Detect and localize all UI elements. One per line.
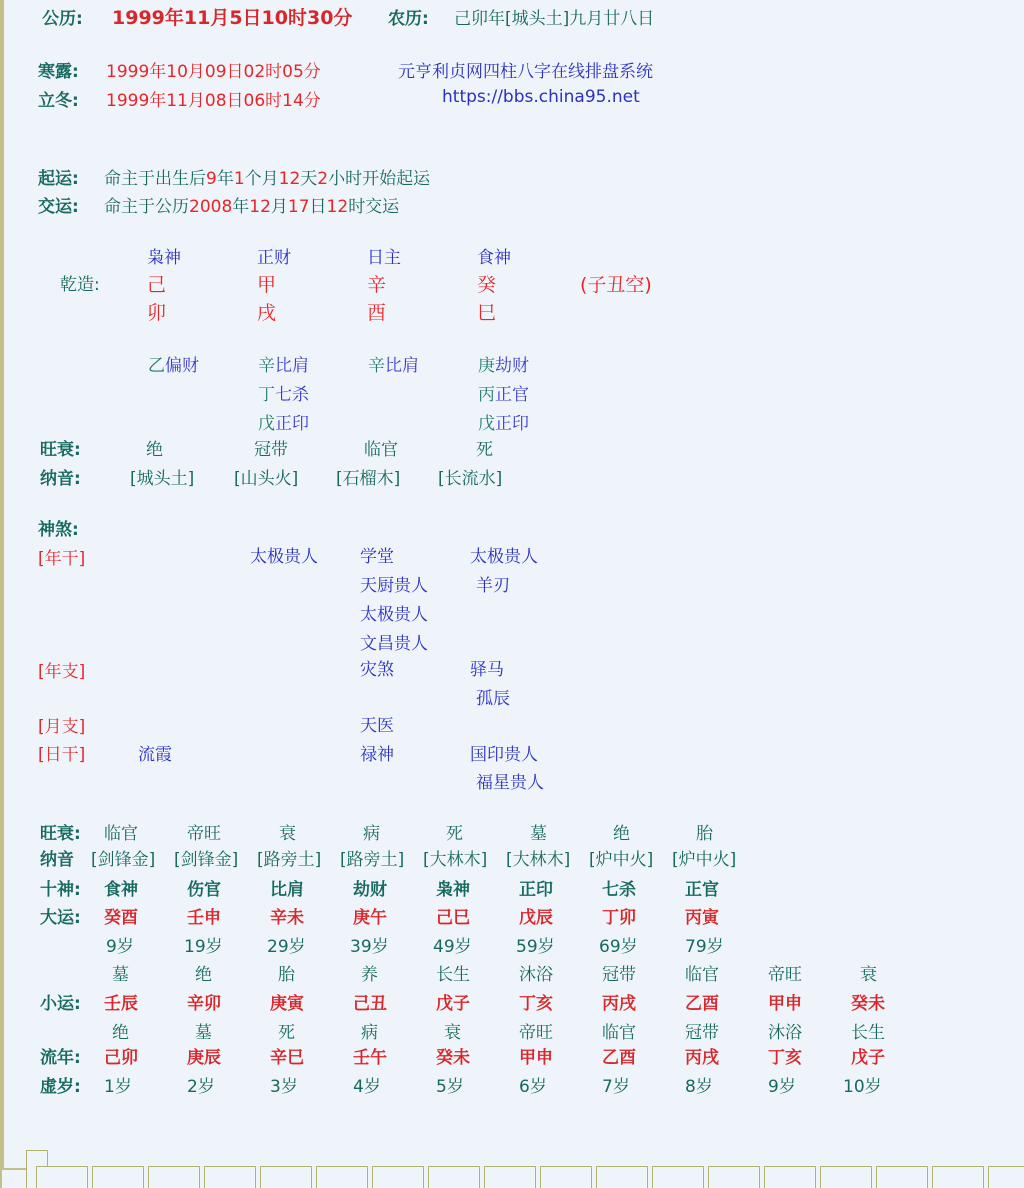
hidden-stem-char: 丁 [258,385,275,405]
site-url-link[interactable]: https://bbs.china95.net [442,87,640,107]
xiaoyun-stage-9: 长生 [851,1023,885,1043]
hidden-stem-hour-0 [478,351,529,376]
dayun-7[interactable]: 丙寅 [685,908,719,928]
dayun-stage-8: 帝旺 [768,965,802,985]
xusui-3: 4岁 [353,1077,381,1097]
pillar-vitality-hour: 死 [476,440,493,460]
pillar-branch-hour: 巳 [477,302,497,324]
xusui-1: 2岁 [187,1077,215,1097]
bottom-tab-cell[interactable] [484,1166,536,1188]
dayun-1[interactable]: 壬申 [187,908,221,928]
hidden-stem-day-0 [368,351,419,376]
qiyun-hours-unit: 小时开始起运 [328,169,431,189]
pillar-vitality-year: 绝 [146,440,163,460]
dayun-age-4: 49岁 [433,937,472,957]
dayun-stage-3: 养 [361,965,378,985]
hidden-stem-month-1 [258,380,309,405]
dayun-stage-4: 长生 [436,965,470,985]
shensha-item: 国印贵人 [470,745,538,765]
term-lidong-value: 1999年11月08日06时14分 [106,91,321,111]
bottom-tab-cell[interactable] [372,1166,424,1188]
pillar-nayin-day: [石榴木] [336,469,401,489]
cycle-nayin-3: [路旁土] [340,850,405,870]
jiaoyun-label: 交运: [38,197,79,217]
pillar-stem-year: 己 [147,274,167,296]
dayun-3[interactable]: 庚午 [353,908,387,928]
shensha-item: 流霞 [138,745,172,765]
xiaoyun-stage-7: 冠带 [685,1023,719,1043]
bottom-tab-cell[interactable] [260,1166,312,1188]
cycle-vitality-2: 衰 [279,824,296,844]
hidden-stem-char: 辛 [368,356,385,376]
xiaoyun-stage-4: 衰 [444,1023,461,1043]
cycle-tengod-1: 伤官 [187,880,221,900]
shensha-item: 福星贵人 [476,773,544,793]
xiaoyun-stage-5: 帝旺 [519,1023,553,1043]
pillar-stem-month: 甲 [257,274,277,296]
qiyun-hours: 2 [317,169,329,189]
xusui-9: 10岁 [843,1077,882,1097]
hidden-stem-char: 辛 [258,356,275,376]
shensha-item: 太极贵人 [360,605,428,625]
shensha-row-key-nianzhi: [年支] [38,662,86,682]
bottom-tab-grid [12,1158,1024,1188]
void-branches: (子丑空) [580,274,652,296]
cycle-vitality-1: 帝旺 [187,824,221,844]
bottom-tab-cell[interactable] [36,1166,88,1188]
shensha-item: 学堂 [360,547,394,567]
xiaoyun-stage-8: 沐浴 [768,1023,802,1043]
xiaoyun-9[interactable]: 癸未 [851,994,885,1014]
xiaoyun-stage-0: 绝 [112,1023,129,1043]
cycle-vitality-3: 病 [363,824,380,844]
cycle-nayin-label: 纳音 [40,850,74,870]
cycle-nayin-0: [剑锋金] [91,850,156,870]
pillar-tengod-month: 正财 [257,248,291,268]
cycle-nayin-4: [大林木] [423,850,488,870]
hidden-stem-god: 劫财 [495,356,529,376]
shensha-row-key-yuezhi: [月支] [38,717,86,737]
cycle-nayin-1: [剑锋金] [174,850,239,870]
pillar-tengod-day: 日主 [367,248,401,268]
dayun-stage-7: 临官 [685,965,719,985]
liunian-8[interactable]: 丁亥 [768,1048,802,1068]
cycle-tengod-0: 食神 [104,880,138,900]
cycle-tengod-2: 比肩 [270,880,304,900]
pillar-branch-year: 卯 [147,302,167,324]
xiaoyun-6[interactable]: 丙戌 [602,994,636,1014]
hidden-stem-god: 正印 [495,414,529,434]
bottom-tab-cell[interactable] [92,1166,144,1188]
xusui-label: 虚岁: [40,1077,81,1097]
pillar-stem-day: 辛 [367,274,387,296]
cycle-tengod-5: 正印 [519,880,553,900]
xiaoyun-4[interactable]: 戊子 [436,994,470,1014]
jiaoyun-hour: 12 [326,197,349,217]
bottom-tab-cell[interactable] [708,1166,760,1188]
liunian-4[interactable]: 癸未 [436,1048,470,1068]
hidden-stem-god: 偏财 [165,356,199,376]
xiaoyun-2[interactable]: 庚寅 [270,994,304,1014]
shensha-item: 文昌贵人 [360,634,428,654]
shensha-item: 羊刃 [476,576,510,596]
xusui-4: 5岁 [436,1077,464,1097]
shensha-row-key-niangan: [年干] [38,549,86,569]
hidden-stem-god: 正官 [495,385,529,405]
xiaoyun-5[interactable]: 丁亥 [519,994,553,1014]
lunar-date-value: 己卯年[城头土]九月廿八日 [454,9,655,29]
cycle-nayin-5: [大林木] [506,850,571,870]
cycle-vitality-label: 旺衰: [40,824,81,844]
term-hanlu-value: 1999年10月09日02时05分 [106,62,321,82]
dayun-stage-6: 冠带 [602,965,636,985]
cycle-vitality-5: 墓 [530,824,547,844]
liunian-5[interactable]: 甲申 [519,1048,553,1068]
qiyun-months-unit: 个月 [244,169,279,189]
cycle-vitality-4: 死 [446,824,463,844]
pillar-vitality-day: 临官 [364,440,398,460]
bottom-tab-cell[interactable] [148,1166,200,1188]
dayun-age-2: 29岁 [267,937,306,957]
bottom-tab-cell[interactable] [316,1166,368,1188]
hidden-stem-god: 比肩 [385,356,419,376]
jiaoyun-month: 12 [249,197,271,217]
xiaoyun-label: 小运: [40,994,81,1014]
term-lidong-label: 立冬: [38,91,79,111]
hidden-stem-month-0 [258,351,309,376]
left-border-line [2,0,4,1168]
pillar-tengod-year: 枭神 [147,248,181,268]
hidden-stem-char: 乙 [148,356,165,376]
liunian-1[interactable]: 庚辰 [187,1048,221,1068]
pillar-branch-month: 戌 [257,302,277,324]
jiaoyun-year-unit: 年 [232,197,250,217]
cycle-nayin-2: [路旁土] [257,850,322,870]
xiaoyun-8[interactable]: 甲申 [768,994,802,1014]
pillar-vitality-label: 旺衰: [40,440,81,460]
dayun-6[interactable]: 丁卯 [602,908,636,928]
pillar-vitality-month: 冠带 [254,440,288,460]
cycle-tengod-6: 七杀 [602,880,636,900]
hidden-stem-hour-2 [478,409,529,434]
cycle-vitality-7: 胎 [696,824,713,844]
dayun-age-3: 39岁 [350,937,389,957]
jiaoyun-day: 17 [287,197,310,217]
liunian-0[interactable]: 己卯 [104,1048,138,1068]
hidden-stem-char: 戊 [258,414,275,434]
bottom-tab-cell[interactable] [652,1166,704,1188]
hidden-stem-god: 七杀 [275,385,309,405]
cycle-tengod-label: 十神: [40,880,81,900]
dayun-4[interactable]: 己巳 [436,908,470,928]
hidden-stem-year-0 [148,351,199,376]
xiaoyun-7[interactable]: 乙酉 [685,994,719,1014]
xiaoyun-3[interactable]: 己丑 [353,994,387,1014]
shensha-item: 驿马 [470,660,504,680]
dayun-stage-1: 绝 [195,965,212,985]
dayun-age-6: 69岁 [599,937,638,957]
cycle-vitality-6: 绝 [613,824,630,844]
qiyun-label: 起运: [38,169,79,189]
xiaoyun-stage-1: 墓 [195,1023,212,1043]
liunian-6[interactable]: 乙酉 [602,1048,636,1068]
shensha-item: 灾煞 [360,660,394,680]
pillar-tengod-hour: 食神 [477,248,511,268]
xiaoyun-stage-2: 死 [278,1023,295,1043]
dayun-label: 大运: [40,908,81,928]
lunar-date-label: 农历: [388,9,429,29]
bottom-tab-cell[interactable] [820,1166,872,1188]
term-hanlu-label: 寒露: [38,62,79,82]
cycle-tengod-4: 枭神 [436,880,470,900]
xiaoyun-stage-6: 临官 [602,1023,636,1043]
pillar-nayin-hour: [长流水] [438,469,503,489]
dayun-stage-0: 墓 [112,965,129,985]
shensha-row-key-rigan: [日干] [38,745,86,765]
cycle-tengod-3: 劫财 [353,880,387,900]
bottom-tab-cell[interactable] [596,1166,648,1188]
dayun-age-5: 59岁 [516,937,555,957]
jiaoyun-hour-unit: 时交运 [348,197,400,217]
shensha-item: 天医 [360,716,394,736]
qiyun-years-unit: 年 [216,169,234,189]
xusui-0: 1岁 [104,1077,132,1097]
pillar-nayin-month: [山头火] [234,469,299,489]
bottom-tab-cell[interactable] [204,1166,256,1188]
xusui-6: 7岁 [602,1077,630,1097]
liunian-9[interactable]: 戊子 [851,1048,885,1068]
shensha-item: 太极贵人 [470,547,538,567]
dayun-0[interactable]: 癸酉 [104,908,138,928]
dayun-2[interactable]: 辛未 [270,908,304,928]
bottom-tab-cell[interactable] [540,1166,592,1188]
jiaoyun-day-unit: 日 [309,197,327,217]
bottom-tab-cell[interactable] [876,1166,928,1188]
pillar-nayin-year: [城头土] [130,469,195,489]
pillar-branch-day: 酉 [367,302,387,324]
liunian-7[interactable]: 丙戌 [685,1048,719,1068]
jiaoyun-text [104,192,399,217]
liunian-label: 流年: [40,1048,81,1068]
hidden-stem-month-2 [258,409,309,434]
liunian-3[interactable]: 壬午 [353,1048,387,1068]
dayun-age-0: 9岁 [106,937,134,957]
hidden-stem-char: 庚 [478,356,495,376]
dayun-age-7: 79岁 [685,937,724,957]
dayun-age-1: 19岁 [184,937,223,957]
jiaoyun-prefix: 命主于公历 [104,197,189,217]
solar-date-label: 公历: [42,9,83,29]
qiyun-days: 12 [278,169,301,189]
cycle-vitality-0: 临官 [104,824,138,844]
cycle-tengod-7: 正官 [685,880,719,900]
cycle-nayin-7: [炉中火] [672,850,737,870]
qiyun-months: 1 [233,169,245,189]
xiaoyun-stage-3: 病 [361,1023,378,1043]
shensha-item: 禄神 [360,745,394,765]
dayun-stage-5: 沐浴 [519,965,553,985]
hidden-stem-char: 丙 [478,385,495,405]
xusui-5: 6岁 [519,1077,547,1097]
hidden-stem-god: 比肩 [275,356,309,376]
xiaoyun-0[interactable]: 壬辰 [104,994,138,1014]
hidden-stem-hour-1 [478,380,529,405]
hidden-stem-char: 戊 [478,414,495,434]
liunian-2[interactable]: 辛巳 [270,1048,304,1068]
bottom-tab-cell[interactable] [988,1166,1024,1188]
jiaoyun-month-unit: 月 [270,197,288,217]
site-name[interactable]: 元亨利贞网四柱八字在线排盘系统 [398,62,653,82]
cycle-nayin-6: [炉中火] [589,850,654,870]
qiyun-days-unit: 天 [300,169,318,189]
shensha-item: 天厨贵人 [360,576,428,596]
solar-date-value: 1999年11月5日10时30分 [112,7,353,29]
xusui-2: 3岁 [270,1077,298,1097]
pillar-nayin-label: 纳音: [40,469,81,489]
hidden-stem-god: 正印 [275,414,309,434]
shensha-title: 神煞: [38,520,79,540]
chart-type-label: 乾造: [60,275,100,295]
xiaoyun-1[interactable]: 辛卯 [187,994,221,1014]
qiyun-years: 9 [206,169,217,189]
pillar-stem-hour: 癸 [477,274,497,296]
dayun-stage-2: 胎 [278,965,295,985]
qiyun-prefix: 命主于出生后 [104,169,206,189]
xusui-8: 9岁 [768,1077,796,1097]
dayun-stage-9: 衰 [860,965,877,985]
bottom-tab-cell[interactable] [932,1166,984,1188]
jiaoyun-year: 2008 [189,197,233,217]
bottom-tab-cell[interactable] [764,1166,816,1188]
xusui-7: 8岁 [685,1077,713,1097]
qiyun-text [104,164,430,189]
shensha-item: 孤辰 [476,689,510,709]
dayun-5[interactable]: 戊辰 [519,908,553,928]
shensha-item: 太极贵人 [250,547,318,567]
bottom-tab-cell[interactable] [428,1166,480,1188]
